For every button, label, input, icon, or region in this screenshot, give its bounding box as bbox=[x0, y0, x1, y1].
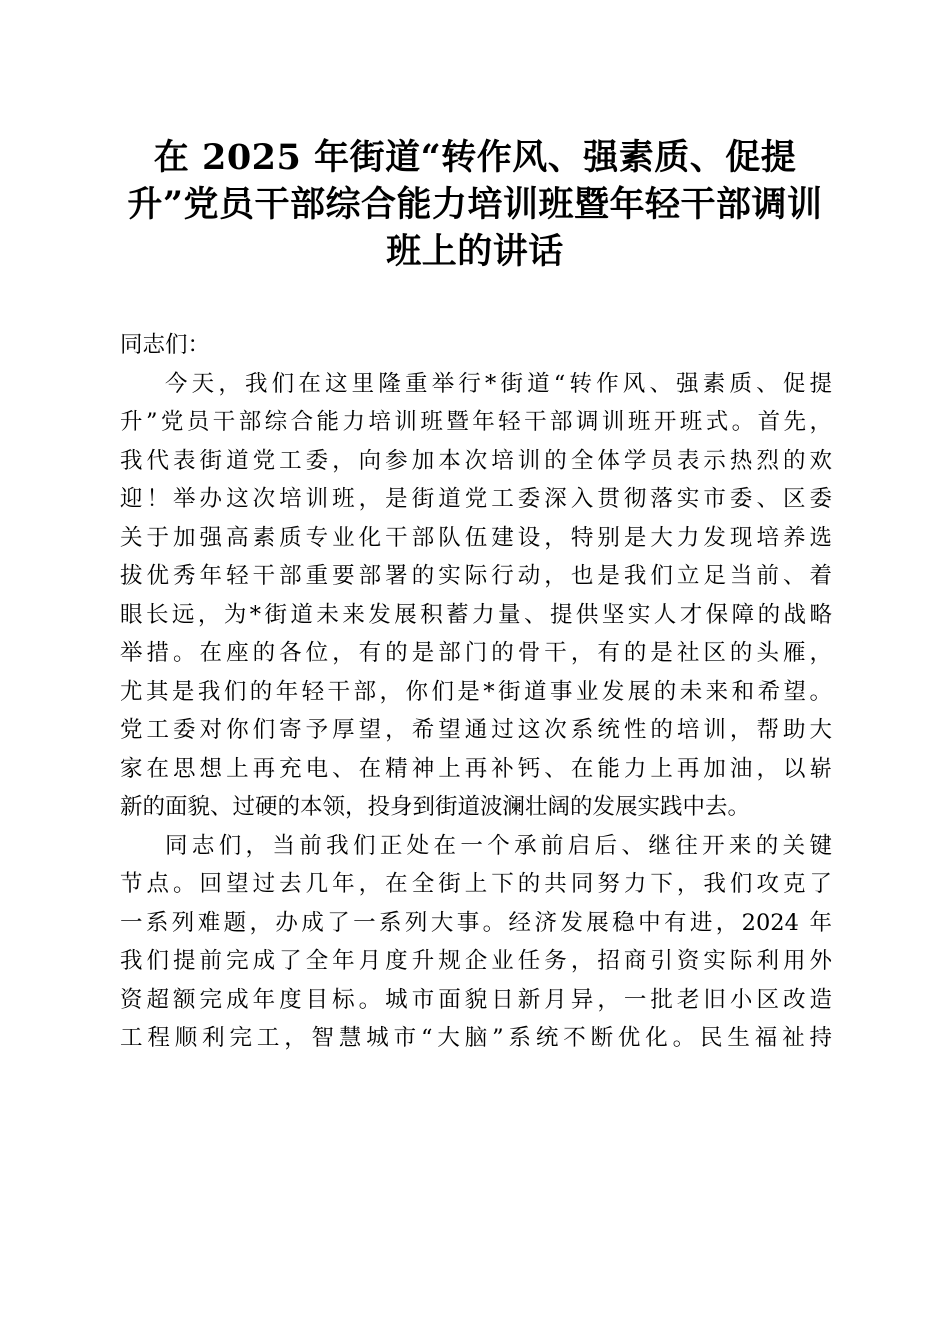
paragraph-line: 一系列难题，办成了一系列大事。经济发展稳中有进，2024 年 bbox=[120, 909, 832, 936]
paragraph-line: 关于加强高素质专业化干部队伍建设，特别是大力发现培养选 bbox=[120, 524, 832, 551]
document-title bbox=[110, 134, 840, 275]
paragraph-line: 工程顺利完工，智慧城市“大脑”系统不断优化。民生福祉持 bbox=[120, 1025, 832, 1051]
title-line: 在 2025 年街道“转作风、强素质、促提 bbox=[153, 137, 797, 178]
document-body bbox=[120, 326, 832, 1058]
title-line: 班上的讲话 bbox=[386, 231, 564, 272]
paragraph-line: 拔优秀年轻干部重要部署的实际行动，也是我们立足当前、着 bbox=[120, 563, 832, 589]
paragraph-line: 同志们，当前我们正处在一个承前启后、继往开来的关键 bbox=[165, 832, 832, 859]
paragraph-2 bbox=[120, 827, 832, 1058]
paragraph-line: 资超额完成年度目标。城市面貌日新月异，一批老旧小区改造 bbox=[120, 986, 832, 1013]
paragraph-line: 节点。回望过去几年，在全街上下的共同努力下，我们攻克了 bbox=[120, 871, 832, 897]
paragraph-line: 我代表街道党工委，向参加本次培训的全体学员表示热烈的欢 bbox=[120, 447, 832, 474]
paragraph-line: 新的面貌、过硬的本领，投身到街道波澜壮阔的发展实践中去。 bbox=[120, 794, 751, 820]
paragraph-line: 今天，我们在这里隆重举行*街道“转作风、强素质、促提 bbox=[165, 370, 832, 397]
paragraph-1 bbox=[120, 365, 832, 827]
paragraph-line: 眼长远，为*街道未来发展积蓄力量、提供坚实人才保障的战略 bbox=[120, 601, 832, 628]
greeting: 同志们： bbox=[120, 332, 211, 358]
paragraph-line: 尤其是我们的年轻干部，你们是*街道事业发展的未来和希望。 bbox=[120, 678, 832, 705]
paragraph-line: 家在思想上再充电、在精神上再补钙、在能力上再加油，以崭 bbox=[120, 755, 832, 782]
paragraph-line: 党工委对你们寄予厚望，希望通过这次系统性的培训，帮助大 bbox=[120, 717, 832, 743]
paragraph-line: 迎！举办这次培训班，是街道党工委深入贯彻落实市委、区委 bbox=[120, 486, 832, 512]
paragraph-line: 我们提前完成了全年月度升规企业任务，招商引资实际利用外 bbox=[120, 948, 832, 974]
paragraph-line: 举措。在座的各位，有的是部门的骨干，有的是社区的头雁， bbox=[120, 640, 832, 666]
title-line: 升”党员干部综合能力培训班暨年轻干部调训 bbox=[127, 184, 823, 225]
paragraph-line: 升”党员干部综合能力培训班暨年轻干部调训班开班式。首先， bbox=[120, 409, 832, 435]
